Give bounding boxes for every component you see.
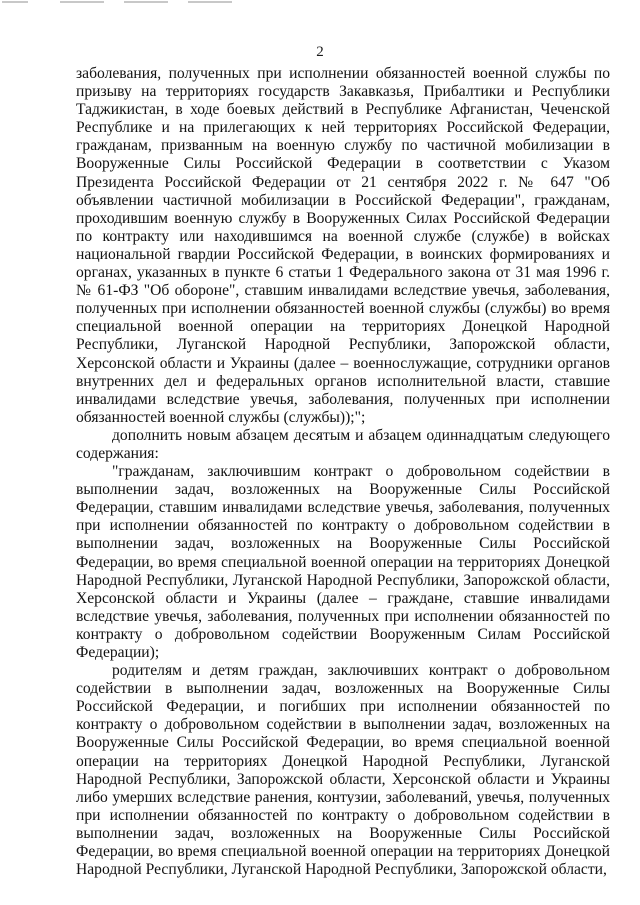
paragraph-new-clause-11: родителям и детям граждан, заключивших контракт о добровольном содействии в выполнении задач, возложенных на Вооруженные Силы Российской Федерации, и погибших при исполнении обязанностей по контракту о добровольном содействии в выполнении задач, возложенных на Вооруженные Силы Российской Федерации, во время специальной военной операции на территориях Донецкой Народной Республики, Луганской Народной Республики, Запорожской области, Херсонской области и Украины либо умерших вследствие ранения, контузии, заболеваний, увечья, полученных при исполнении обязанностей по контракту о добровольном содействии в выполнении задач, возложенных на Вооруженные Силы Российской Федерации, во время специальной военной операции на территориях Донецкой Народной Республики, Луганской Народной Республики, Запорожской области, xyxy=(76,662,610,879)
paragraph-new-clause-10: "гражданам, заключившим контракт о добровольном содействии в выполнении задач, возложенных на Вооруженные Силы Российской Федерации, ставшим инвалидами вследствие увечья, заболевания, полученных при исполнении обязанностей по контракту о добровольном содействии в выполнении задач, возложенных на Вооруженные Силы Российской Федерации, во время специальной военной операции на территориях Донецкой Народной Республики, Луганской Народной Республики, Запорожской области, Херсонской области и Украины (далее – граждане, ставшие инвалидами вследствие увечья, заболевания, полученных при исполнении обязанностей по контракту о добровольном содействии Вооруженным Силам Российской Федерации); xyxy=(76,463,610,661)
page-number: 2 xyxy=(316,44,324,60)
scan-top-edge xyxy=(0,0,640,6)
paragraph-amendment-intro: дополнить новым абзацем десятым и абзацем одиннадцатым следующего содержания: xyxy=(76,426,610,462)
paragraph-continuation: заболевания, полученных при исполнении обязанностей военной службы по призыву на территориях государств Закавказья, Прибалтики и Республики Таджикистан, в ходе боевых действий в Республике Афганистан, Чеченской Республике и на прилегающих к ней территориях Российской Федерации, гражданам, призванным на военную службу по частичной мобилизации в Вооруженные Силы Российской Федерации в соответствии с Указом Президента Российской Федерации от 21 сентября 2022 г. № 647 "Об объявлении частичной мобилизации в Российской Федерации", гражданам, проходившим военную службу в Вооруженных Силах Российской Федерации по контракту или находившимся на военной службе (службе) в войсках национальной гвардии Российской Федерации, в воинских формированиях и органах, указанных в пункте 6 статьи 1 Федерального закона от 31 мая 1996 г. № 61-ФЗ "Об обороне", ставшим инвалидами вследствие увечья, заболевания, полученных при исполнении обязанностей военной службы (службы) во время специальной военной операции на территориях Донецкой Народной Республики, Луганской Народной Республики, Запорожской области, Херсонской области и Украины (далее – военнослужащие, сотрудники органов внутренних дел и федеральных органов исполнительной власти, ставшие инвалидами вследствие увечья, заболевания, полученных при исполнении обязанностей военной службы (службы));"; xyxy=(76,65,610,426)
document-body xyxy=(76,65,610,879)
